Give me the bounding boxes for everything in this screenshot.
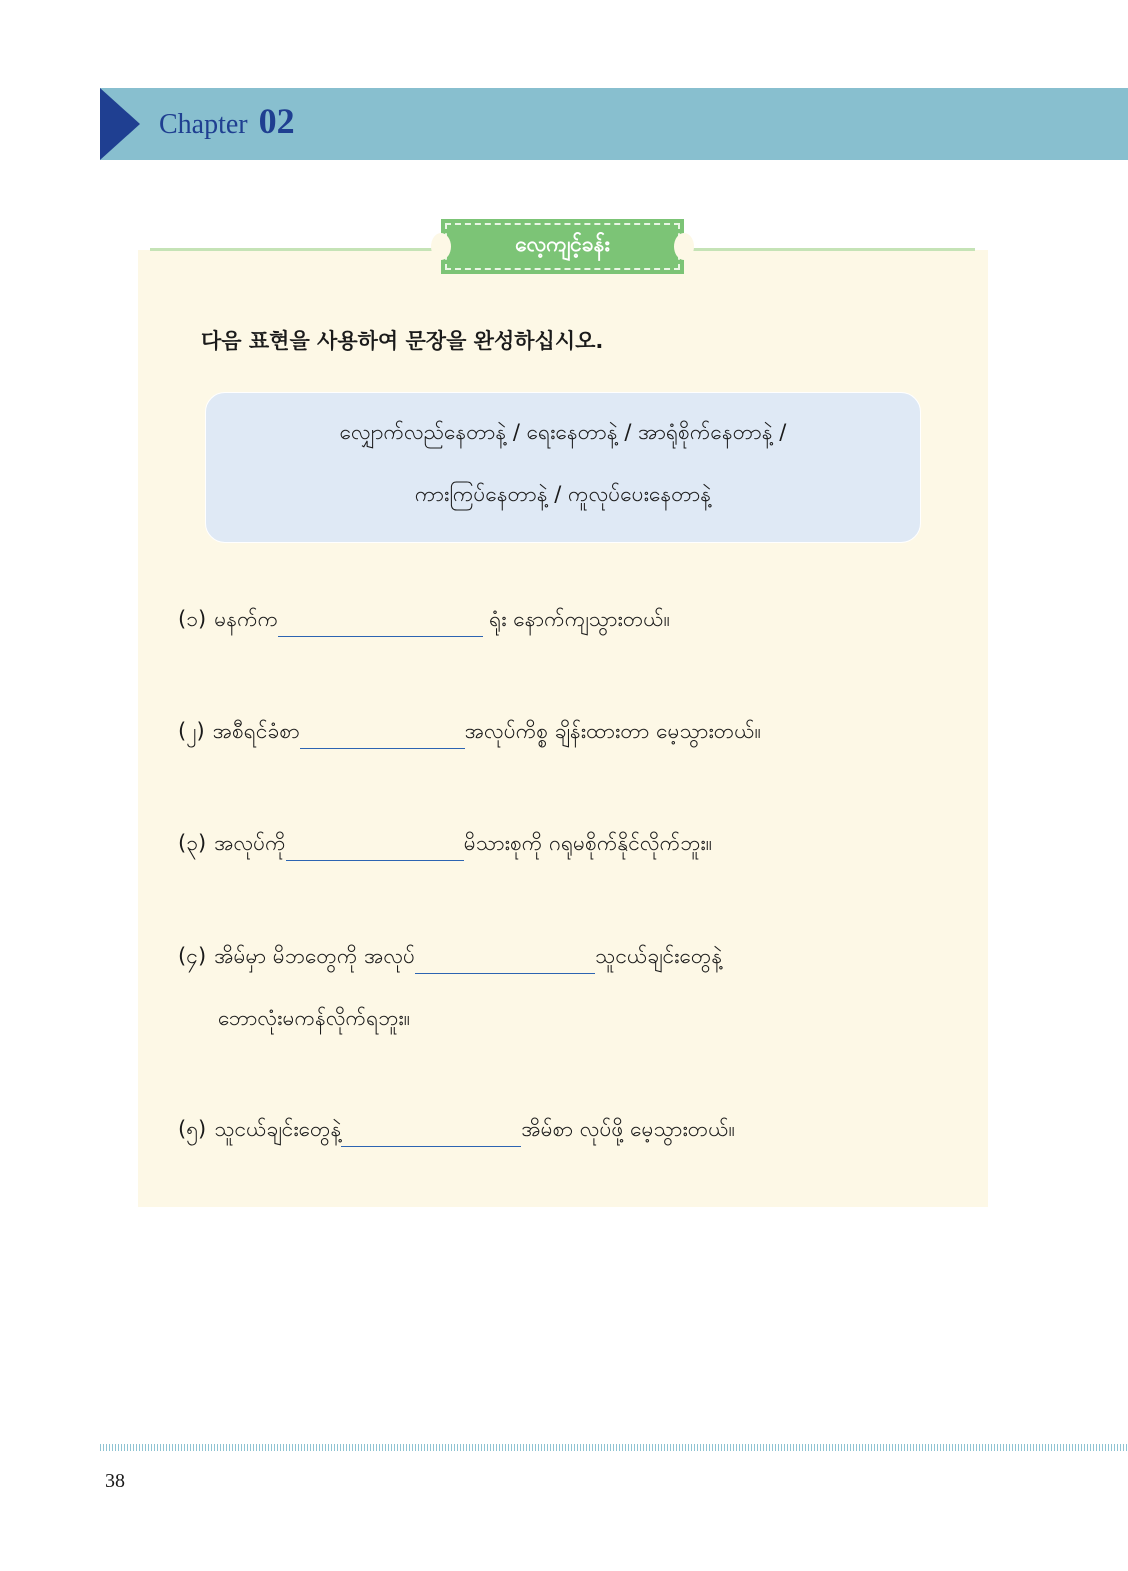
chapter-number: 02 [258,101,295,141]
word-bank-line-2: ကားကြပ်နေတာနဲ့ / ကူလုပ်ပေးနေတာနဲ့ [414,482,712,506]
answer-blank[interactable] [286,836,464,861]
answer-blank[interactable] [415,949,595,974]
item-text-before: အိမ်မှာ မိဘတွေကို အလုပ် [214,944,416,968]
chapter-title [159,100,295,148]
badge-label: လေ့ကျင့်ခန်း [515,232,610,256]
item-text-after: သူငယ်ချင်းတွေနဲ့ [595,944,723,968]
item-number: (၁) [178,607,207,631]
word-bank-box [205,392,921,543]
item-text-after: အိမ်စာ လုပ်ဖို့ မေ့သွားတယ်။ [521,1117,735,1141]
exercise-instruction: 다음 표현을 사용하여 문장을 완성하십시오. [201,329,604,353]
item-text-before: သူငယ်ချင်းတွေနဲ့ [214,1117,342,1141]
answer-blank[interactable] [278,612,483,637]
answer-blank[interactable] [341,1122,521,1147]
item-text-before: အစီရင်ခံစာ [212,719,300,743]
item-number: (၄) [178,944,207,968]
item-text-after: မိသားစုကို ဂရုမစိုက်နိုင်လိုက်ဘူး။ [463,831,713,855]
exercise-item-2 [178,718,761,749]
item-text-before: မနက်က [214,607,279,631]
answer-blank[interactable] [300,724,465,749]
exercise-item-4-continuation: ဘောလုံးမကန်လိုက်ရဘူး။ [218,1006,411,1030]
exercise-item-4 [178,943,722,974]
exercise-item-3 [178,830,712,861]
item-number: (၂) [178,719,205,743]
practice-badge [441,219,684,274]
page-number: 38 [105,1470,125,1492]
item-text-after: ရုံး နောက်ကျသွားတယ်။ [489,607,671,631]
footer-divider [100,1444,1128,1451]
chapter-arrow-icon [100,88,140,160]
item-number: (၃) [178,831,207,855]
chapter-word: Chapter [159,109,248,140]
exercise-item-5 [178,1116,735,1147]
word-bank-line-1: လျှောက်လည်နေတာနဲ့ / ရေးနေတာနဲ့ / အာရုံစိုက်နေတာနဲ့ / [339,420,787,444]
exercise-item-1 [178,606,670,637]
item-text-before: အလုပ်ကို [214,831,286,855]
item-number: (၅) [178,1117,207,1141]
item-text-after: အလုပ်ကိစ္စ ချိန်းထားတာ မေ့သွားတယ်။ [464,719,761,743]
